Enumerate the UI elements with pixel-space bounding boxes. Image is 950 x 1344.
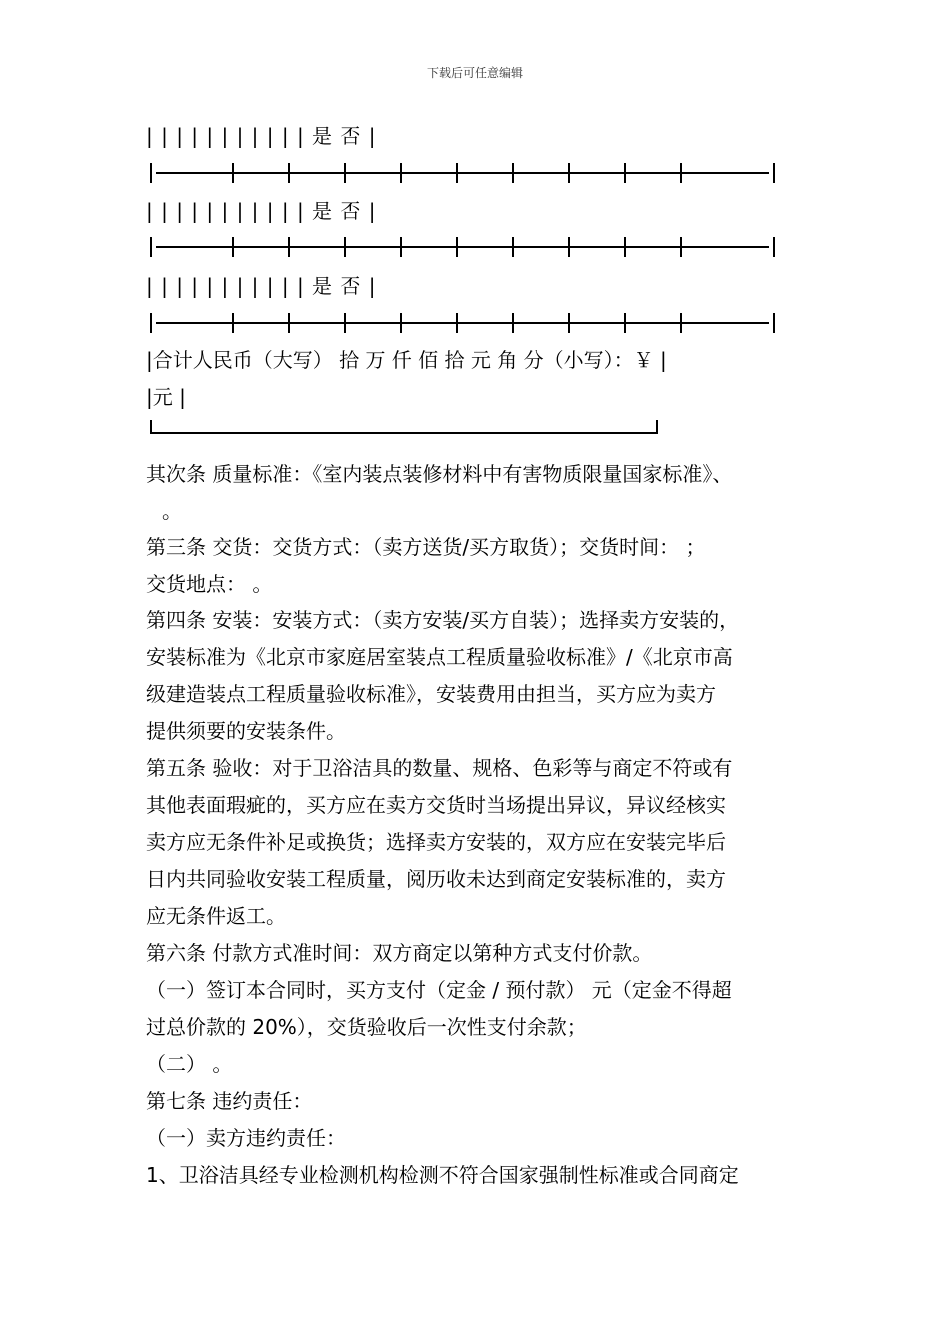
clause-5-continuation: 应无条件返工。 — [146, 904, 286, 928]
table-row: | | | | | | | | | | | 是 否 | — [146, 124, 377, 148]
clause-5-continuation: 其他表面瑕疵的，买方应在卖方交货时当场提出异议，异议经核实 — [146, 793, 726, 817]
clause-3-continuation: 交货地点： 。 — [146, 572, 273, 596]
page-header: 下载后可任意编辑 — [426, 66, 523, 80]
clause-2-line: 其次条 质量标准：《室内装点装修材料中有害物质限量国家标准》、 — [146, 462, 733, 486]
table-row: | | | | | | | | | | | 是 否 | — [146, 274, 377, 298]
table-separator — [150, 246, 775, 248]
clause-6-item-2: （二） 。 — [146, 1052, 233, 1076]
clause-5-continuation: 卖方应无条件补足或换货；选择卖方安装的，双方应在安装完毕后 — [146, 830, 726, 854]
clause-4-continuation: 安装标准为《北京市家庭居室装点工程质量验收标准》/《北京市高 — [146, 645, 733, 669]
clause-7-item-1-sub-1: 1、卫浴洁具经专业检测机构检测不符合国家强制性标准或合同商定 — [146, 1163, 739, 1187]
table-row: | | | | | | | | | | | 是 否 | — [146, 199, 377, 223]
clause-6-line: 第六条 付款方式准时间：双方商定以第种方式支付价款。 — [146, 941, 653, 965]
clause-4-continuation: 级建造装点工程质量验收标准》，安装费用由担当，买方应为卖方 — [146, 682, 716, 706]
table-unit-line: |元 | — [146, 385, 186, 409]
table-total-line: |合计人民币（大写） 拾 万 仟 佰 拾 元 角 分（小写）：￥ | — [146, 348, 667, 372]
clause-6-item-1: （一）签订本合同时，买方支付（定金 / 预付款） 元（定金不得超 — [146, 978, 732, 1002]
clause-5-line: 第五条 验收：对于卫浴洁具的数量、规格、色彩等与商定不符或有 — [146, 756, 733, 780]
clause-5-continuation: 日内共同验收安装工程质量，阅历收未达到商定安装标准的，卖方 — [146, 867, 726, 891]
clause-7-line: 第七条 违约责任： — [146, 1089, 313, 1113]
clause-6-item-1-continuation: 过总价款的 20%），交货验收后一次性支付余款； — [146, 1015, 587, 1039]
table-separator — [150, 322, 775, 324]
clause-4-line: 第四条 安装：安装方式：（卖方安装/买方自装）；选择卖方安装的， — [146, 608, 740, 632]
clause-3-line: 第三条 交货：交货方式：（卖方送货/买方取货）；交货时间： ； — [146, 535, 706, 559]
clause-2-continuation: 。 — [162, 499, 182, 523]
table-separator — [150, 172, 775, 174]
clause-4-continuation: 提供须要的安装条件。 — [146, 719, 346, 743]
table-bottom-border — [150, 420, 658, 434]
clause-7-item-1: （一）卖方违约责任： — [146, 1126, 346, 1150]
